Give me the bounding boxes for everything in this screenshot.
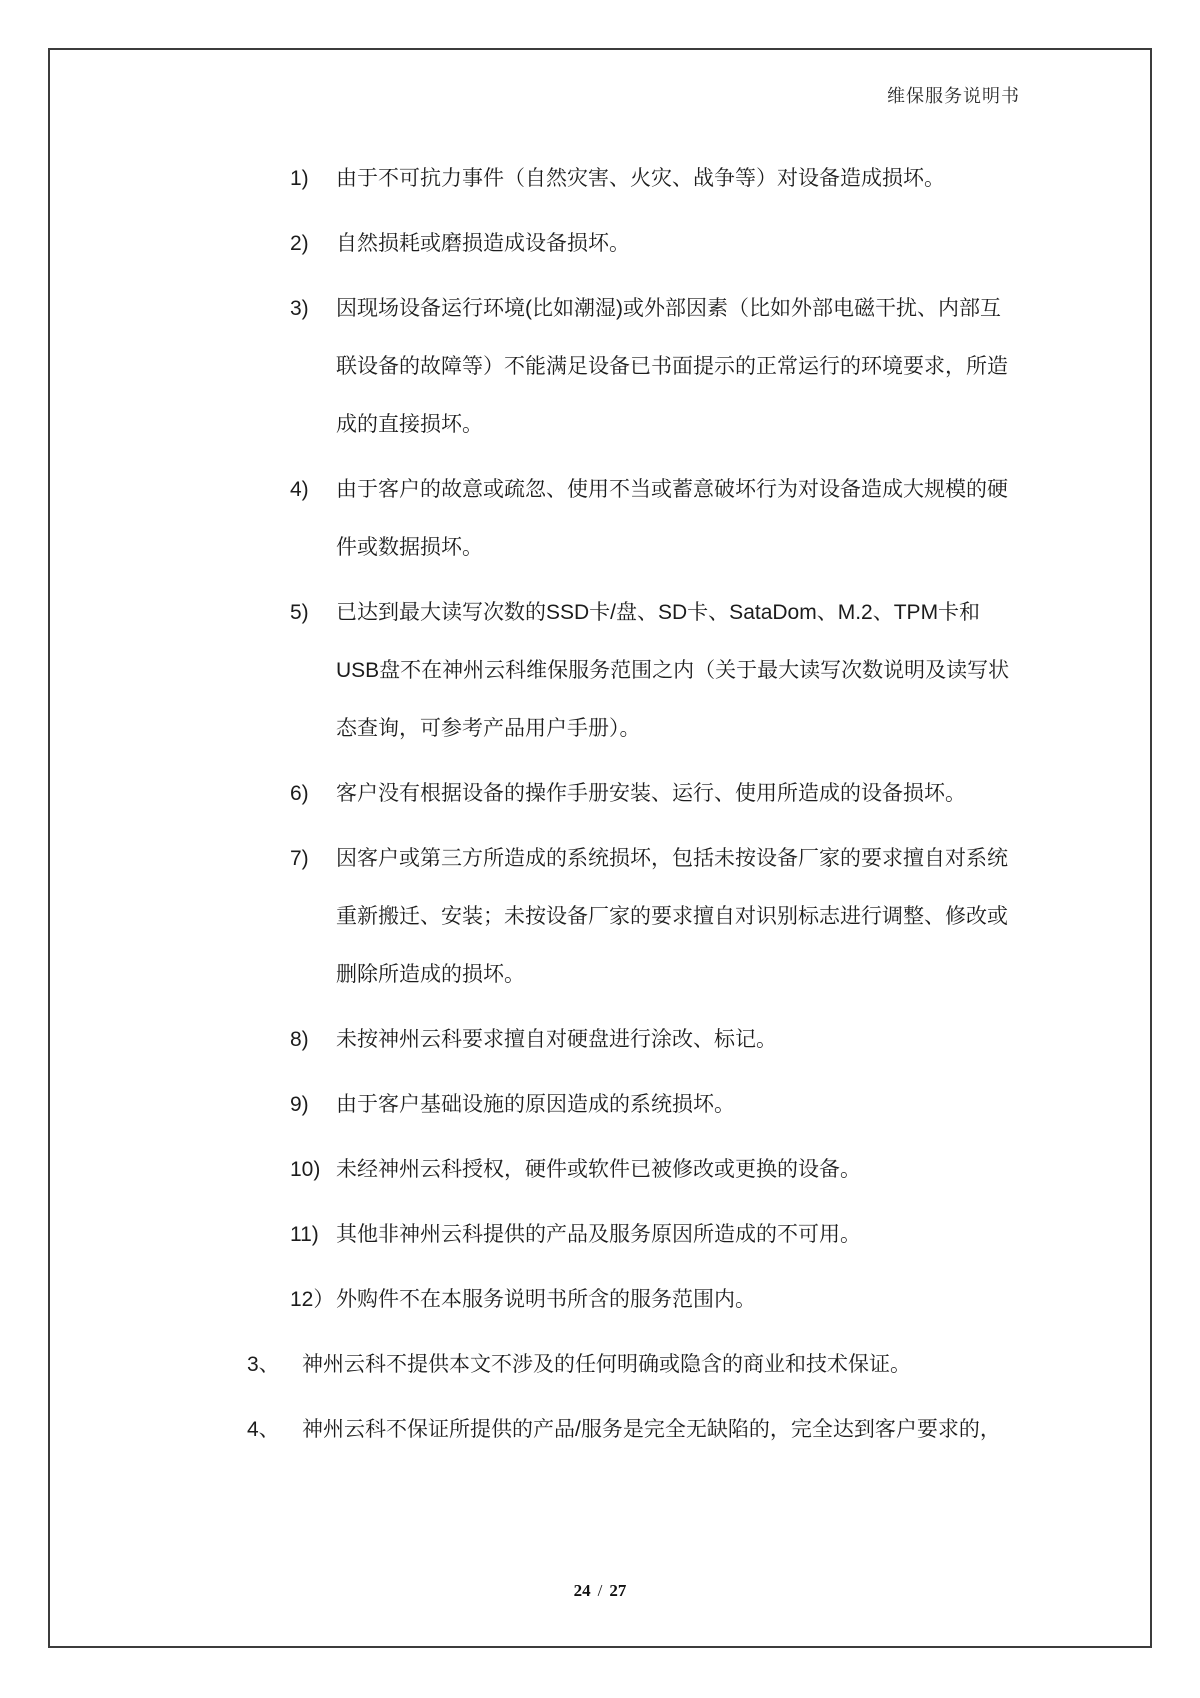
- page-footer: [0, 1581, 1200, 1601]
- list-item: [290, 1206, 1070, 1264]
- list-item-marker: 1): [290, 167, 309, 190]
- list-item: [290, 1011, 1070, 1069]
- list-item: [247, 1336, 1070, 1394]
- text-line: 由于客户基础设施的原因造成的系统损坏。: [336, 1093, 735, 1116]
- list-item: [290, 1271, 1070, 1329]
- text-line: 因现场设备运行环境(比如潮湿)或外部因素（比如外部电磁干扰、内部互: [336, 297, 1001, 320]
- list-item: [290, 150, 1070, 208]
- list-item-text: [302, 1336, 1070, 1394]
- text-line: 重新搬迁、安装；未按设备厂家的要求擅自对识别标志进行调整、修改或: [336, 905, 1008, 928]
- list-item: [290, 461, 1070, 577]
- text-line: 自然损耗或磨损造成设备损坏。: [336, 232, 630, 255]
- list-item: [290, 1076, 1070, 1134]
- list-item-marker: 12）: [290, 1288, 335, 1311]
- list-item-marker: 10): [290, 1158, 321, 1181]
- text-line: 件或数据损坏。: [336, 536, 483, 559]
- text-line: 神州云科不提供本文不涉及的任何明确或隐含的商业和技术保证。: [302, 1353, 911, 1376]
- list-item-text: [336, 461, 1070, 577]
- text-line: 联设备的故障等）不能满足设备已书面提示的正常运行的环境要求，所造: [336, 355, 1008, 378]
- list-item-text: [336, 1141, 1070, 1199]
- list-item-text: [336, 765, 1070, 823]
- list-item: [290, 1141, 1070, 1199]
- list-item: [290, 830, 1070, 1004]
- text-line: 未按神州云科要求擅自对硬盘进行涂改、标记。: [336, 1028, 777, 1051]
- page-number-separator: /: [597, 1581, 603, 1600]
- list-item: [290, 215, 1070, 273]
- text-line: 其他非神州云科提供的产品及服务原因所造成的不可用。: [336, 1223, 861, 1246]
- list-item-text: [336, 280, 1070, 454]
- list-item-text: [336, 1206, 1070, 1264]
- list-item-marker: 11): [290, 1223, 319, 1246]
- list-item-marker: 5): [290, 601, 309, 624]
- list-item-marker: 9): [290, 1093, 309, 1116]
- text-line: USB盘不在神州云科维保服务范围之内（关于最大读写次数说明及读写状: [336, 659, 1010, 682]
- text-line: 已达到最大读写次数的SSD卡/盘、SD卡、SataDom、M.2、TPM卡和: [336, 601, 981, 624]
- list-item-marker: 4、: [247, 1418, 280, 1441]
- text-line: 因客户或第三方所造成的系统损坏，包括未按设备厂家的要求擅自对系统: [336, 847, 1008, 870]
- text-line: 删除所造成的损坏。: [336, 963, 525, 986]
- list-item-marker: 3): [290, 297, 309, 320]
- list-item: [290, 584, 1070, 758]
- text-line: 未经神州云科授权，硬件或软件已被修改或更换的设备。: [336, 1158, 861, 1181]
- list-item-text: [336, 1011, 1070, 1069]
- list-item: [247, 1401, 1070, 1459]
- text-line: 神州云科不保证所提供的产品/服务是完全无缺陷的，完全达到客户要求的，: [302, 1418, 1001, 1441]
- text-line: 态查询，可参考产品用户手册）。: [336, 717, 641, 740]
- text-line: 成的直接损坏。: [336, 413, 483, 436]
- list-item: [290, 280, 1070, 454]
- list-item-text: [336, 150, 1070, 208]
- list-item-text: [302, 1401, 1070, 1459]
- list-item-marker: 8): [290, 1028, 309, 1051]
- numbered-list: [290, 150, 1070, 1329]
- list-item-marker: 3、: [247, 1353, 280, 1376]
- list-item: [290, 765, 1070, 823]
- text-line: 由于不可抗力事件（自然灾害、火灾、战争等）对设备造成损坏。: [336, 167, 945, 190]
- list-item-text: [336, 1271, 1070, 1329]
- list-item-text: [336, 584, 1070, 758]
- list-item-text: [336, 215, 1070, 273]
- current-page-number: 24: [573, 1581, 591, 1600]
- list-item-text: [336, 1076, 1070, 1134]
- list-item-marker: 7): [290, 847, 309, 870]
- text-line: 客户没有根据设备的操作手册安装、运行、使用所造成的设备损坏。: [336, 782, 966, 805]
- list-item-marker: 6): [290, 782, 309, 805]
- body-text-area: [247, 150, 1070, 1466]
- list-item-marker: 4): [290, 478, 309, 501]
- page-header-title: 维保服务说明书: [887, 86, 1020, 106]
- total-page-number: 27: [609, 1581, 627, 1600]
- list-item-marker: 2): [290, 232, 309, 255]
- list-item-text: [336, 830, 1070, 1004]
- text-line: 由于客户的故意或疏忽、使用不当或蓄意破坏行为对设备造成大规模的硬: [336, 478, 1008, 501]
- outer-level-list: [247, 1336, 1070, 1459]
- text-line: 外购件不在本服务说明书所含的服务范围内。: [336, 1288, 756, 1311]
